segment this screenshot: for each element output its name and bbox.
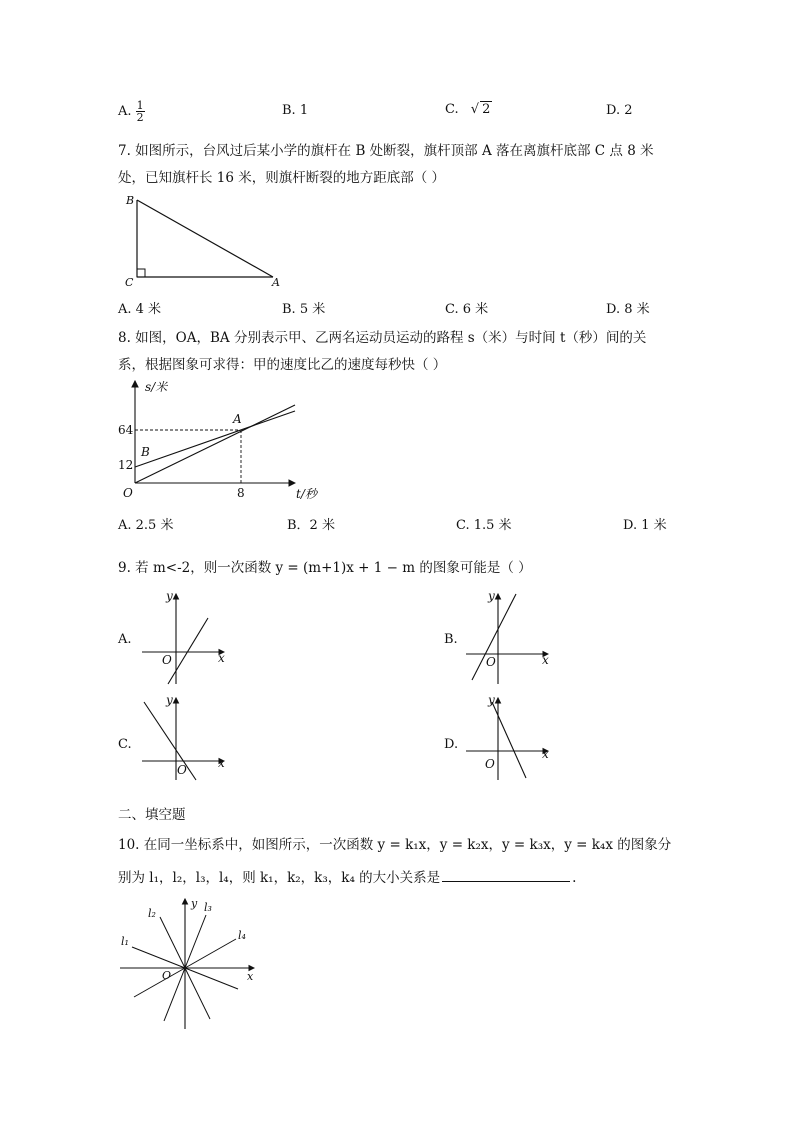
q7-text-line2: 处，已知旗杆长 16 米，则旗杆断裂的地方距底部（ ） (118, 170, 446, 186)
q7-triangle-figure (120, 190, 290, 290)
q9-option-d-label: D. (444, 737, 459, 752)
point-a-label: A (233, 412, 242, 426)
label-a: A (272, 276, 280, 289)
origin-label: O (162, 653, 172, 667)
sqrt-symbol: √ (470, 102, 480, 117)
q10-lines-figure (118, 895, 263, 1030)
q6-option-a (118, 100, 145, 123)
label-l1: l₁ (121, 935, 129, 948)
origin-label: O (486, 655, 496, 669)
q6-option-c (445, 101, 492, 117)
y-axis-label: y (166, 589, 173, 603)
q9-graph-d (462, 694, 562, 784)
function-line (492, 702, 526, 778)
q7-text-line1: 7. 如图所示，台风过后某小学的旗杆在 B 处断裂，旗杆顶部 A 落在离旗杆底部 C 点 8 米 (118, 143, 654, 159)
label-b: B (126, 194, 135, 207)
q6-option-b: B. 1 (282, 103, 309, 118)
q9-graph-a (138, 588, 238, 688)
tick-label-12: 12 (118, 458, 134, 472)
answer-blank[interactable] (442, 869, 570, 882)
origin-label: O (123, 486, 133, 500)
origin-label: O (177, 763, 187, 777)
q9-graph-c (138, 694, 238, 784)
fraction-numerator: 1 (136, 99, 144, 112)
q9-option-c-label: C. (118, 737, 132, 752)
q10-text-line2-post: . (572, 870, 577, 886)
q10-text-line1: 10. 在同一坐标系中，如图所示，一次函数 y = k₁x，y = k₂x，y = k₃x，y = k₄x 的图象分 (118, 837, 672, 853)
q7-option-c: C. 6 米 (445, 302, 489, 317)
label-c: C (125, 276, 134, 289)
function-line (144, 702, 196, 780)
tick-label-8: 8 (237, 486, 245, 500)
sqrt-radicand: 2 (482, 102, 491, 117)
tick-label-64: 64 (118, 423, 134, 437)
x-axis-label: x (218, 756, 225, 770)
q9-graph-b (462, 588, 562, 688)
fraction (136, 100, 145, 123)
q9-option-a-label: A. (118, 632, 132, 647)
q8-distance-time-graph (115, 377, 330, 502)
function-line (168, 618, 208, 684)
y-axis-label: y (191, 897, 198, 910)
origin-label: O (162, 969, 172, 982)
x-axis-label: x (542, 653, 549, 667)
option-letter: C. (445, 102, 459, 117)
origin-label: O (485, 757, 495, 771)
label-l2: l₂ (148, 907, 156, 920)
line-oa (135, 405, 295, 483)
y-axis-label: y (166, 693, 173, 707)
q10-text-line2-pre: 别为 l₁，l₂，l₃，l₄，则 k₁，k₂，k₃，k₄ 的大小关系是 (118, 870, 441, 886)
x-axis-label: x (542, 747, 549, 761)
q8-option-a: A. 2.5 米 (118, 518, 174, 533)
point-b-label: B (141, 445, 150, 459)
q8-text-line2: 系，根据图象可求得：甲的速度比乙的速度每秒快（ ） (118, 357, 447, 373)
q8-option-c: C. 1.5 米 (456, 518, 512, 533)
q7-option-d: D. 8 米 (606, 302, 650, 317)
section-title: 二、填空题 (118, 807, 186, 823)
q9-option-b-label: B. (444, 632, 458, 647)
q7-option-b: B. 5 米 (282, 302, 326, 317)
q7-option-a: A. 4 米 (118, 302, 162, 317)
q6-option-d: D. 2 (606, 103, 633, 118)
y-axis-label: s/米 (145, 380, 168, 394)
q8-option-b: B．2 米 (287, 518, 335, 533)
option-letter: A. (118, 104, 132, 119)
fraction-denominator: 2 (136, 111, 144, 124)
q9-text: 9. 若 m<-2，则一次函数 y = (m+1)x + 1 − m 的图象可能是（ ） (118, 560, 532, 576)
label-l4: l₄ (238, 929, 246, 942)
line-ba (135, 411, 295, 467)
q10-text-line2 (118, 866, 576, 886)
x-axis-label: x (218, 651, 225, 665)
label-l3: l₃ (204, 901, 212, 914)
y-axis-label: y (488, 589, 495, 603)
y-axis-label: y (488, 693, 495, 707)
q8-option-d: D. 1 米 (623, 518, 667, 533)
x-axis-label: t/秒 (296, 487, 317, 501)
x-axis-label: x (247, 970, 254, 983)
q8-text-line1: 8. 如图，OA，BA 分别表示甲、乙两名运动员运动的路程 s（米）与时间 t（秒）间的关 (118, 330, 647, 346)
